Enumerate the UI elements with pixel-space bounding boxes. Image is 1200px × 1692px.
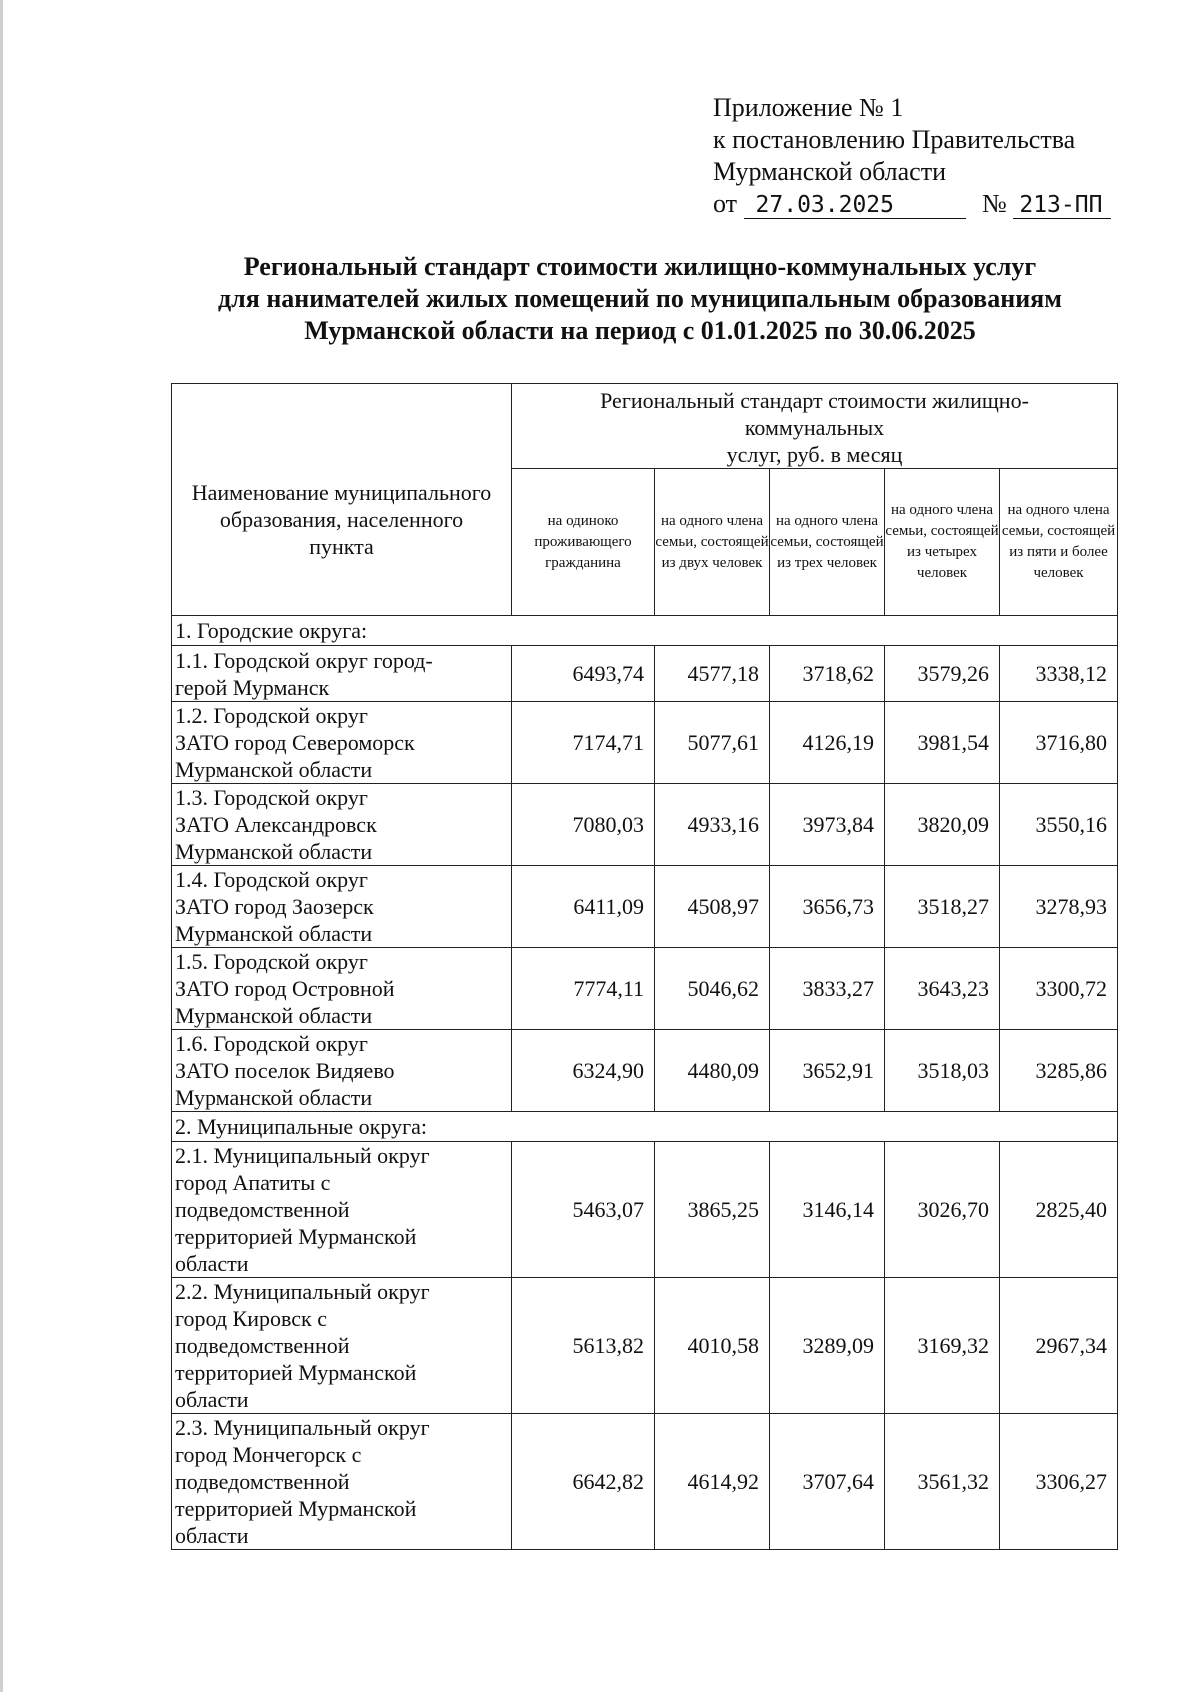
standard-value-cell: 3550,16 bbox=[1000, 784, 1118, 866]
municipality-name-line: 1.1. Городской округ город- bbox=[175, 647, 433, 673]
standard-value-cell: 3656,73 bbox=[770, 866, 885, 948]
municipality-name bbox=[172, 702, 512, 784]
standard-value-cell: 2825,40 bbox=[1000, 1142, 1118, 1278]
standard-value-cell: 3833,27 bbox=[770, 948, 885, 1030]
standard-value-cell: 3518,03 bbox=[885, 1030, 1000, 1112]
standard-value-cell: 6324,90 bbox=[512, 1030, 655, 1112]
standard-value-cell: 3561,32 bbox=[885, 1414, 1000, 1550]
municipality-name-line: ЗАТО поселок Видяево bbox=[175, 1058, 395, 1083]
municipality-name bbox=[172, 646, 512, 702]
standard-value-cell: 3518,27 bbox=[885, 866, 1000, 948]
municipality-name bbox=[172, 1278, 512, 1414]
group-header-line-2: коммунальных bbox=[744, 415, 885, 440]
standard-value-cell: 3338,12 bbox=[1000, 646, 1118, 702]
municipality-name bbox=[172, 948, 512, 1030]
standard-value-cell: 3716,80 bbox=[1000, 702, 1118, 784]
municipality-name-line: подведомственной bbox=[175, 1333, 350, 1358]
municipality-name-line: области bbox=[175, 1251, 249, 1276]
group-header-line-3: услуг, руб. в месяц bbox=[726, 442, 903, 467]
municipality-name-line: ЗАТО город Островной bbox=[175, 976, 395, 1001]
standard-value-cell: 3707,64 bbox=[770, 1414, 885, 1550]
standard-table bbox=[171, 383, 1118, 1550]
standard-value-cell: 5046,62 bbox=[655, 948, 770, 1030]
section-urban-districts: 1. Городские округа: bbox=[172, 616, 1118, 646]
standard-value-cell: 4010,58 bbox=[655, 1278, 770, 1414]
section-municipal-districts: 2. Муниципальные округа: bbox=[172, 1112, 1118, 1142]
column-header-single: на одиноко проживающего гражданина bbox=[512, 469, 655, 616]
standard-value-cell: 3146,14 bbox=[770, 1142, 885, 1278]
standard-value-cell: 3820,09 bbox=[885, 784, 1000, 866]
standard-value-cell: 4933,16 bbox=[655, 784, 770, 866]
column-header-family-4: на одного члена семьи, состоящей из четырех человек bbox=[885, 469, 1000, 616]
table-row bbox=[172, 1142, 1118, 1278]
municipality-name-line: 1.4. Городской округ bbox=[175, 867, 368, 892]
appendix-line-3: Мурманской области bbox=[713, 157, 946, 186]
date-prefix: от bbox=[713, 189, 738, 218]
municipality-name-line: ЗАТО город Заозерск bbox=[175, 894, 374, 919]
title-line-2: для нанимателей жилых помещений по муниципальным образованиям bbox=[218, 284, 1062, 313]
document-title bbox=[150, 251, 1130, 347]
standard-value-cell: 5463,07 bbox=[512, 1142, 655, 1278]
scan-edge bbox=[0, 0, 3, 1692]
municipality-name bbox=[172, 1030, 512, 1112]
standard-value-cell: 3278,93 bbox=[1000, 866, 1118, 948]
standard-group-header bbox=[512, 384, 1118, 469]
table-row bbox=[172, 948, 1118, 1030]
column-header-family-5plus: на одного члена семьи, состоящей из пяти и более человек bbox=[1000, 469, 1118, 616]
decree-number: 213-ПП bbox=[1013, 192, 1111, 219]
standard-value-cell: 3285,86 bbox=[1000, 1030, 1118, 1112]
standard-value-cell: 3718,62 bbox=[770, 646, 885, 702]
municipality-name-line: области bbox=[175, 1523, 249, 1548]
standard-value-cell: 6411,09 bbox=[512, 866, 655, 948]
municipality-name-line: территорией Мурманской bbox=[175, 1360, 417, 1385]
municipality-name-line: 2.2. Муниципальный округ bbox=[175, 1279, 430, 1304]
standard-value-cell: 7774,11 bbox=[512, 948, 655, 1030]
appendix-line-1: Приложение № 1 bbox=[713, 93, 904, 122]
municipality-name-line: 1.2. Городской округ bbox=[175, 703, 368, 728]
standard-value-cell: 3169,32 bbox=[885, 1278, 1000, 1414]
standard-value-cell: 3579,26 bbox=[885, 646, 1000, 702]
municipality-name-line: 2.1. Муниципальный округ bbox=[175, 1143, 430, 1168]
standard-value-cell: 3306,27 bbox=[1000, 1414, 1118, 1550]
municipality-name bbox=[172, 866, 512, 948]
name-column-header: Наименование муниципального образования, населенного пункта bbox=[172, 384, 512, 616]
table-row bbox=[172, 1414, 1118, 1550]
standard-value-cell: 3300,72 bbox=[1000, 948, 1118, 1030]
standard-value-cell: 4614,92 bbox=[655, 1414, 770, 1550]
standard-value-cell: 3289,09 bbox=[770, 1278, 885, 1414]
standard-value-cell: 3973,84 bbox=[770, 784, 885, 866]
municipality-name bbox=[172, 1414, 512, 1550]
municipality-name-line: герой Мурманск bbox=[175, 674, 330, 700]
municipality-name-line: территорией Мурманской bbox=[175, 1496, 417, 1521]
municipality-name-line: ЗАТО город Североморск bbox=[175, 730, 415, 755]
table-row bbox=[172, 646, 1118, 702]
standard-value-cell: 3643,23 bbox=[885, 948, 1000, 1030]
appendix-date-line bbox=[713, 188, 1153, 220]
municipality-name-line: Мурманской области bbox=[175, 921, 373, 946]
table-row bbox=[172, 784, 1118, 866]
municipality-name-line: город Мончегорск с bbox=[175, 1442, 362, 1467]
standard-value-cell: 4508,97 bbox=[655, 866, 770, 948]
appendix-header bbox=[713, 92, 1153, 220]
decree-date: 27.03.2025 bbox=[744, 192, 966, 219]
municipality-name bbox=[172, 784, 512, 866]
table-row bbox=[172, 1278, 1118, 1414]
standard-value-cell: 4577,18 bbox=[655, 646, 770, 702]
municipality-name-line: Мурманской области bbox=[175, 757, 373, 782]
title-line-3: Мурманской области на период с 01.01.2025 по 30.06.2025 bbox=[304, 316, 976, 345]
title-line-1: Региональный стандарт стоимости жилищно-коммунальных услуг bbox=[243, 252, 1037, 281]
column-header-family-2: на одного члена семьи, состоящей из двух человек bbox=[655, 469, 770, 616]
standard-value-cell: 3981,54 bbox=[885, 702, 1000, 784]
standard-value-cell: 5613,82 bbox=[512, 1278, 655, 1414]
group-header-line-1: Региональный стандарт стоимости жилищно- bbox=[600, 388, 1029, 413]
municipality-name-line: Мурманской области bbox=[175, 1003, 373, 1028]
municipality-name-line: территорией Мурманской bbox=[175, 1224, 417, 1249]
number-prefix: № bbox=[982, 189, 1007, 218]
standard-value-cell: 7080,03 bbox=[512, 784, 655, 866]
standard-value-cell: 3865,25 bbox=[655, 1142, 770, 1278]
municipality-name-line: ЗАТО Александровск bbox=[175, 812, 377, 837]
standard-value-cell: 4480,09 bbox=[655, 1030, 770, 1112]
standard-value-cell: 2967,34 bbox=[1000, 1278, 1118, 1414]
municipality-name-line: город Апатиты с bbox=[175, 1170, 331, 1195]
municipality-name-line: Мурманской области bbox=[175, 1085, 373, 1110]
standard-value-cell: 3652,91 bbox=[770, 1030, 885, 1112]
standard-value-cell: 6493,74 bbox=[512, 646, 655, 702]
municipality-name bbox=[172, 1142, 512, 1278]
municipality-name-line: подведомственной bbox=[175, 1197, 350, 1222]
table-row bbox=[172, 702, 1118, 784]
table-row bbox=[172, 866, 1118, 948]
municipality-name-line: 1.3. Городской округ bbox=[175, 785, 368, 810]
standard-value-cell: 6642,82 bbox=[512, 1414, 655, 1550]
municipality-name-line: 1.5. Городской округ bbox=[175, 949, 368, 974]
standard-value-cell: 7174,71 bbox=[512, 702, 655, 784]
section-row bbox=[172, 1112, 1118, 1142]
municipality-name-line: город Кировск с bbox=[175, 1306, 327, 1331]
municipality-name-line: 1.6. Городской округ bbox=[175, 1031, 368, 1056]
municipality-name-line: подведомственной bbox=[175, 1469, 350, 1494]
standard-value-cell: 4126,19 bbox=[770, 702, 885, 784]
column-header-family-3: на одного члена семьи, состоящей из трех человек bbox=[770, 469, 885, 616]
municipality-name-line: области bbox=[175, 1387, 249, 1412]
standard-value-cell: 5077,61 bbox=[655, 702, 770, 784]
section-row bbox=[172, 616, 1118, 646]
appendix-line-2: к постановлению Правительства bbox=[713, 125, 1076, 154]
table-row bbox=[172, 1030, 1118, 1112]
municipality-name-line: Мурманской области bbox=[175, 839, 373, 864]
municipality-name-line: 2.3. Муниципальный округ bbox=[175, 1415, 430, 1440]
standard-value-cell: 3026,70 bbox=[885, 1142, 1000, 1278]
